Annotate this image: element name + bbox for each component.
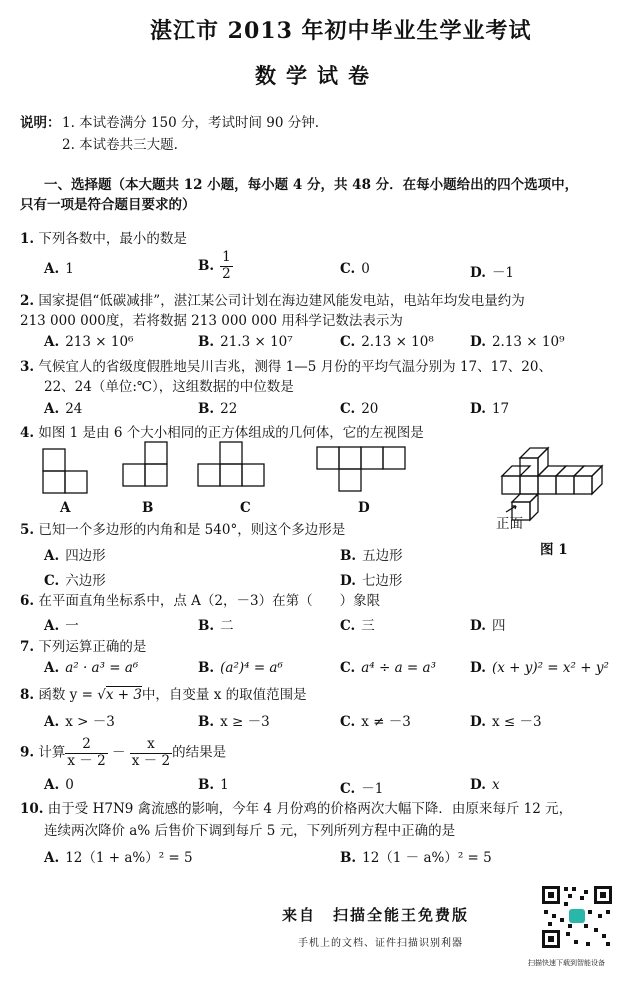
question-number: 5. bbox=[20, 522, 35, 538]
q8-option-d[interactable]: D. x ≤ －3 bbox=[470, 714, 542, 730]
minus-sign: － bbox=[111, 744, 126, 761]
q8-option-c[interactable]: C. x ≠ －3 bbox=[340, 714, 411, 730]
question-text-line1: 由于受 H7N9 禽流感的影响，今年 4 月份鸡的价格两次大幅下降．由原来每斤 12 元， bbox=[47, 801, 573, 817]
question-number: 7. bbox=[20, 639, 35, 655]
question-text: 如图 1 是由 6 个大小相同的正方体组成的几何体，它的左视图是 bbox=[38, 425, 424, 441]
question-number: 4. bbox=[20, 425, 35, 441]
question-number: 3. bbox=[20, 359, 35, 375]
q2-option-a[interactable]: A. 213 × 10⁶ bbox=[44, 334, 134, 350]
q7-option-c[interactable]: C. a⁴ ÷ a = a³ bbox=[340, 660, 436, 676]
q2-option-d[interactable]: D. 2.13 × 10⁹ bbox=[470, 334, 565, 350]
q3-option-b[interactable]: B. 22 bbox=[198, 401, 238, 417]
question-number: 2. bbox=[20, 293, 35, 309]
question-text-line1: 国家提倡“低碳减排”，湛江某公司计划在海边建风能发电站，电站年均发电量约为 bbox=[38, 293, 525, 309]
fraction: $\frac{1}{2}$ bbox=[222, 249, 231, 282]
qr-code-icon[interactable] bbox=[540, 884, 614, 950]
q5-option-b[interactable]: B. 五边形 bbox=[340, 548, 403, 564]
question-number: 9. bbox=[20, 744, 35, 761]
q9-option-b[interactable]: B. 1 bbox=[198, 777, 229, 793]
question-text-line1: 气候宜人的省级度假胜地吴川吉兆，测得 1—5 月份的平均气温分别为 17、17、20、 bbox=[38, 359, 552, 375]
question-text-before: 函数 y = bbox=[38, 687, 98, 703]
question-number: 6. bbox=[20, 593, 35, 609]
question-2-line2: 213 000 000度，若将数据 213 000 000 用科学记数法表示为 bbox=[20, 313, 403, 329]
question-9 bbox=[20, 738, 226, 768]
question-1 bbox=[20, 230, 187, 248]
q2-option-c[interactable]: C. 2.13 × 10⁸ bbox=[340, 334, 434, 350]
sqrt-sign: √ bbox=[97, 687, 106, 703]
question-prefix: 计算 bbox=[38, 744, 66, 761]
question-10 bbox=[20, 800, 572, 818]
q7-option-a[interactable]: A. a² · a³ = a⁶ bbox=[44, 660, 139, 676]
question-2 bbox=[20, 292, 525, 310]
question-text: 已知一个多边形的内角和是 540°，则这个多边形是 bbox=[38, 522, 346, 538]
q1-option-d[interactable]: D. －1 bbox=[470, 265, 515, 281]
figure-1-caption: 图 1 bbox=[540, 542, 568, 558]
q3-option-c[interactable]: C. 20 bbox=[340, 401, 379, 417]
question-number: 10. bbox=[20, 801, 44, 817]
instruction-item-1: 1. 本试卷满分 150 分，考试时间 90 分钟. bbox=[62, 115, 320, 131]
question-5 bbox=[20, 521, 345, 539]
question-3 bbox=[20, 358, 552, 376]
q6-option-c[interactable]: C. 三 bbox=[340, 618, 375, 634]
q7-option-d[interactable]: D. (x + y)² = x² + y² bbox=[470, 660, 609, 676]
q5-option-d[interactable]: D. 七边形 bbox=[340, 573, 403, 589]
watermark-tagline: 手机上的文档、证件扫描识别利器 bbox=[298, 938, 463, 949]
question-text: 下列运算正确的是 bbox=[38, 639, 147, 655]
question-6 bbox=[20, 592, 380, 610]
watermark-source: 来自 扫描全能王免费版 bbox=[282, 906, 470, 924]
q1-option-c[interactable]: C. 0 bbox=[340, 261, 370, 277]
fraction-1: $\frac{2}{x - 2}$ bbox=[67, 736, 106, 769]
q8-option-a[interactable]: A. x > －3 bbox=[44, 714, 115, 730]
exam-subtitle: 数学试卷 bbox=[255, 63, 379, 88]
q9-option-a[interactable]: A. 0 bbox=[44, 777, 74, 793]
q9-option-d[interactable]: D. x bbox=[470, 777, 500, 793]
q6-option-a[interactable]: A. 一 bbox=[44, 618, 79, 634]
q5-option-c[interactable]: C. 六边形 bbox=[44, 573, 106, 589]
question-10-line2: 连续两次降价 a% 后售价下调到每斤 5 元，下列所列方程中正确的是 bbox=[44, 823, 456, 839]
instructions-label: 说明： bbox=[20, 115, 61, 131]
exam-title: 湛江市 2013 年初中毕业生学业考试 bbox=[150, 18, 532, 44]
q7-option-b[interactable]: B. (a²)⁴ = a⁶ bbox=[198, 660, 283, 676]
q8-option-b[interactable]: B. x ≥ －3 bbox=[198, 714, 270, 730]
q4-label-b: B bbox=[142, 500, 154, 516]
q4-view-b[interactable] bbox=[122, 440, 192, 496]
q1-option-a[interactable]: A. 1 bbox=[44, 261, 74, 277]
q4-label-d: D bbox=[358, 500, 370, 516]
question-3-line2: 22、24（单位:℃），这组数据的中位数是 bbox=[44, 379, 294, 395]
q1-option-b[interactable]: B. $\frac{1}{2}$ bbox=[198, 249, 231, 282]
q5-option-a[interactable]: A. 四边形 bbox=[44, 548, 106, 564]
q3-option-d[interactable]: D. 17 bbox=[470, 401, 510, 417]
q4-view-d[interactable] bbox=[316, 446, 426, 502]
instruction-item-2: 2. 本试卷共三大题. bbox=[62, 137, 178, 153]
question-number: 8. bbox=[20, 687, 35, 703]
q4-label-c: C bbox=[240, 500, 251, 516]
q6-option-d[interactable]: D. 四 bbox=[470, 618, 506, 634]
q4-view-a[interactable] bbox=[42, 448, 112, 494]
q2-option-b[interactable]: B. 21.3 × 10⁷ bbox=[198, 334, 293, 350]
sqrt-argument: x + 3 bbox=[105, 687, 142, 703]
fraction-2: $\frac{x}{x - 2}$ bbox=[131, 736, 171, 769]
question-text: 在平面直角坐标系中，点 A（2，－3）在第（ ）象限 bbox=[38, 593, 381, 609]
q10-option-a[interactable]: A. 12（1 + a%）² = 5 bbox=[44, 850, 193, 866]
question-7 bbox=[20, 638, 146, 656]
figure-1-front-label: 正面 bbox=[496, 516, 523, 532]
question-text-after: 中，自变量 x 的取值范围是 bbox=[141, 687, 307, 703]
section-heading-line1: 一、选择题（本大题共 12 小题，每小题 4 分，共 48 分．在每小题给出的四个选项中， bbox=[44, 177, 579, 193]
qr-note: 扫描快速下载到智能设备 bbox=[528, 959, 605, 967]
question-suffix: 的结果是 bbox=[172, 744, 227, 761]
question-number: 1. bbox=[20, 231, 35, 247]
section-heading-line2: 只有一项是符合题目要求的） bbox=[20, 197, 196, 213]
q3-option-a[interactable]: A. 24 bbox=[44, 401, 83, 417]
q10-option-b[interactable]: B. 12（1 － a%）² = 5 bbox=[340, 850, 492, 866]
q4-view-c[interactable] bbox=[197, 440, 297, 496]
question-text: 下列各数中，最小的数是 bbox=[38, 231, 187, 247]
q9-option-c[interactable]: C. －1 bbox=[340, 781, 384, 797]
q4-label-a: A bbox=[60, 500, 71, 516]
question-8 bbox=[20, 686, 307, 704]
q6-option-b[interactable]: B. 二 bbox=[198, 618, 234, 634]
